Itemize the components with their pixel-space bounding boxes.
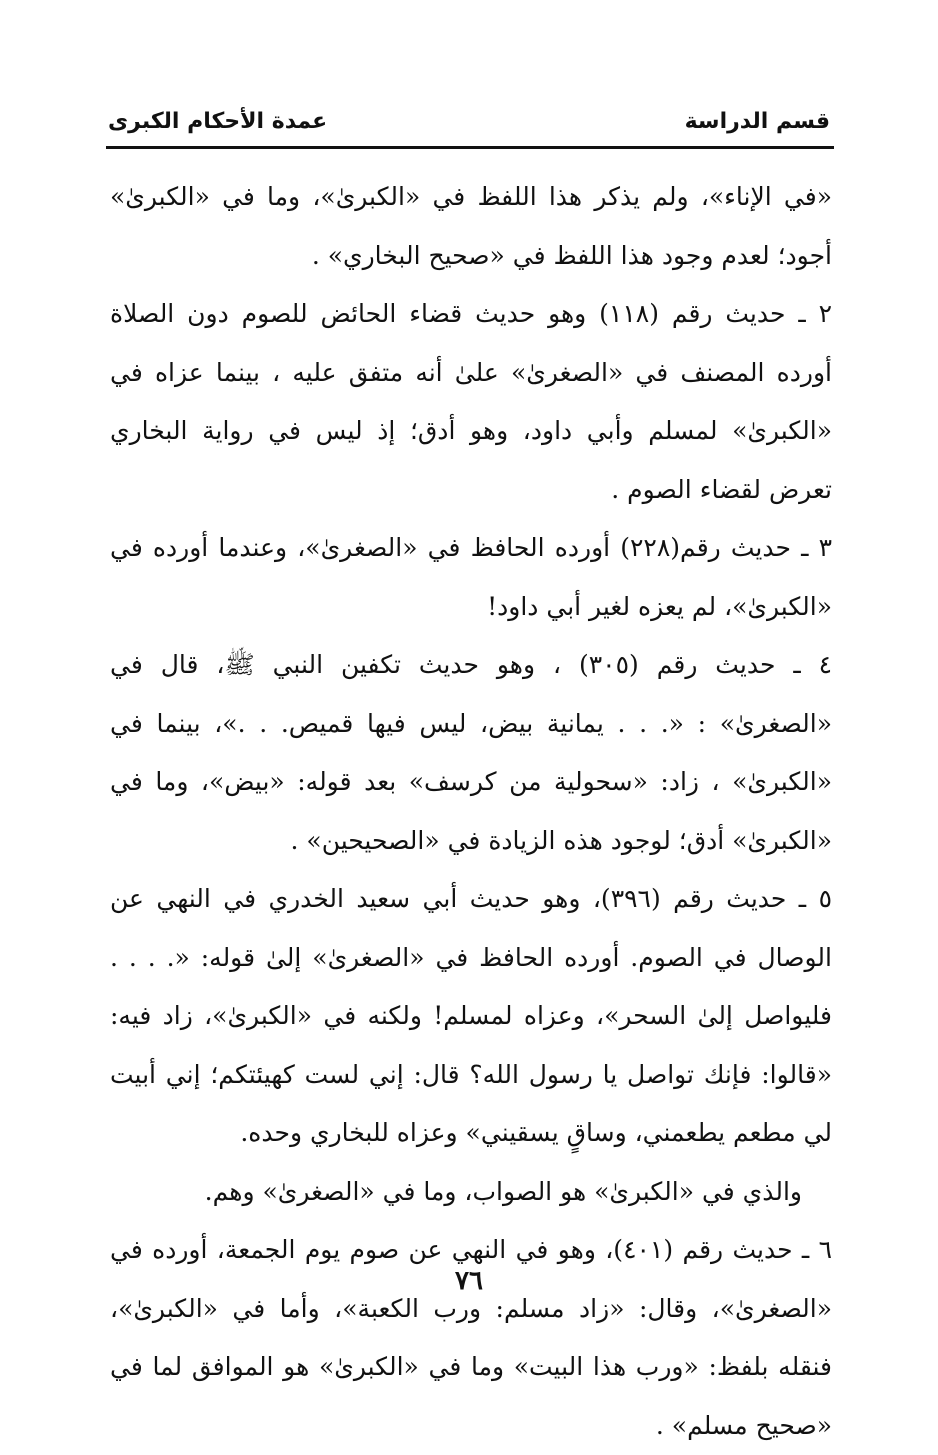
paragraph-5: ٥ ـ حديث رقم (٣٩٦)، وهو حديث أبي سعيد الخدري في النهي عن الوصال في الصوم. أورده الحافظ في «الصغرىٰ» إلىٰ قوله: «. . . . فليواصل إلىٰ السحر»، وعزاه لمسلم! ولكنه في «الكبرىٰ»، زاد فيه: «قالوا: فإنك تواصل يا رسول الله؟ قال: إني لست كهيئتكم؛ إني أبيت لي مطعم يطعمني، وساقٍ يسقيني» وعزاه للبخاري وحده. xyxy=(110,884,833,1147)
page-number: ٧٦ xyxy=(455,1266,483,1296)
paragraph-2: ٢ ـ حديث رقم (١١٨) وهو حديث قضاء الحائض للصوم دون الصلاة أورده المصنف في «الصغرىٰ» علىٰ أنه متفق عليه ، بينما عزاه في «الكبرىٰ» لمسلم وأبي داود، وهو أدق؛ إذ ليس في رواية البخاري تعرض لقضاء الصوم . xyxy=(110,299,832,504)
running-header xyxy=(106,108,832,148)
main-text xyxy=(110,168,832,1455)
paragraph-7: ٦ ـ حديث رقم (٤٠١)، وهو في النهي عن صوم يوم الجمعة، أورده في «الصغرىٰ»، وقال: «زاد مسلم: ورب الكعبة»، وأما في «الكبرىٰ»، فنقله بلفظ: «ورب هذا البيت» وما في «الكبرىٰ» هو الموافق لما في «صحيح مسلم» . xyxy=(110,1235,832,1440)
paragraph-3: ٣ ـ حديث رقم(٢٢٨) أورده الحافظ في «الصغرىٰ»، وعندما أورده في «الكبرىٰ»، لم يعزه لغير أبي داود! xyxy=(110,533,832,621)
paragraph-1: «في الإناء»، ولم يذكر هذا اللفظ في «الكبرىٰ»، وما في «الكبرىٰ» أجود؛ لعدم وجود هذا اللفظ في «صحيح البخاري» . xyxy=(110,182,832,270)
paragraph-4: ٤ ـ حديث رقم (٣٠٥) ، وهو حديث تكفين النبي ﷺ، قال في «الصغرىٰ» : «. . . يمانية بيض، ليس فيها قميص. . .»، بينما في «الكبرىٰ» ، زاد: «سحولية من كرسف» بعد قوله: «بيض»، وما في «الكبرىٰ» أدق؛ لوجود هذه الزيادة في «الصحيحين» . xyxy=(110,650,833,855)
header-divider xyxy=(106,146,834,149)
paragraph-6: والذي في «الكبرىٰ» هو الصواب، وما في «الصغرىٰ» وهم. xyxy=(204,1176,802,1206)
section-title: قسم الدراسة xyxy=(684,109,830,134)
book-title: عمدة الأحكام الكبرى xyxy=(108,109,328,134)
